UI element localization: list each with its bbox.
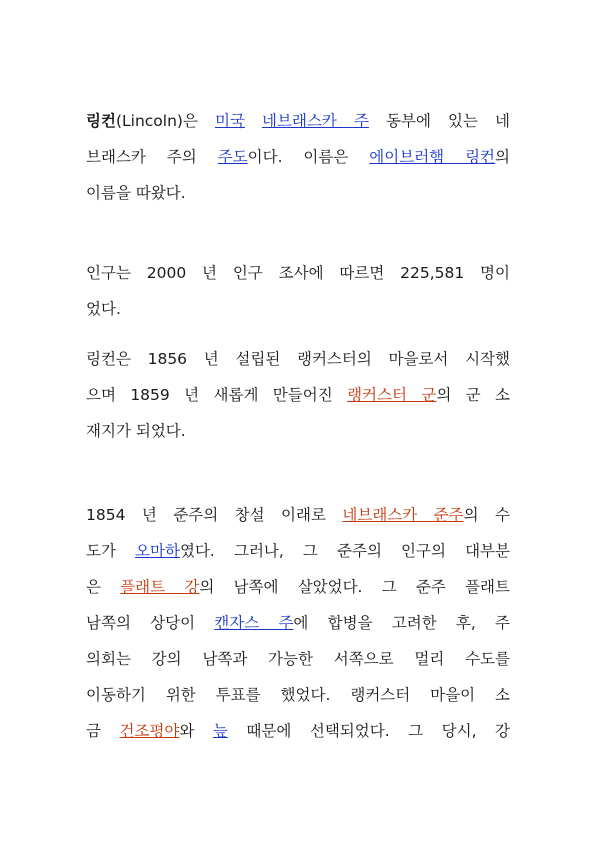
link-nebraska-territory[interactable]: 네브래스카 준주 — [342, 506, 464, 524]
link-kansas-state[interactable]: 캔자스 주 — [214, 614, 294, 632]
intro-line-2: 브래스카 주의 주도이다. 이름은 에이브러햄 링컨의 — [86, 148, 510, 166]
link-platte-river[interactable]: 플래트 강 — [120, 578, 200, 596]
link-marsh[interactable]: 늪 — [212, 722, 228, 740]
link-capital[interactable]: 주도 — [217, 148, 248, 166]
history-line-5: 의회는 강의 남쪽과 가능한 서쪽으로 멀리 수도를 — [86, 650, 510, 668]
intro-line-3: 이름을 따왔다. — [86, 184, 186, 202]
population-line-1: 인구는 2000 년 인구 조사에 따르면 225,581 명이 — [86, 264, 510, 282]
history-line-2: 도가 오마하였다. 그러나, 그 준주의 인구의 대부분 — [86, 542, 510, 560]
link-lancaster-county[interactable]: 랭커스터 군 — [347, 386, 437, 404]
link-usa[interactable]: 미국 — [215, 112, 245, 130]
link-salt-flats[interactable]: 건조평야 — [119, 722, 180, 740]
history-line-6: 이동하기 위한 투표를 했었다. 랭커스터 마을이 소 — [86, 686, 510, 704]
link-omaha[interactable]: 오마하 — [135, 542, 180, 560]
history-line-1: 1854 년 준주의 창설 이래로 네브래스카 준주의 수 — [86, 506, 511, 524]
history-line-3: 은 플래트 강의 남쪽에 살았었다. 그 준주 플래트 — [86, 578, 510, 596]
history-line-7: 금 건조평야와 늪 때문에 선택되었다. 그 당시, 강 — [86, 722, 511, 740]
founding-line-2: 으며 1859 년 새롭게 만들어진 랭커스터 군의 군 소 — [86, 386, 511, 404]
history-line-4: 남쪽의 상당이 캔자스 주에 합병을 고려한 후, 주 — [86, 614, 510, 632]
link-abraham-lincoln[interactable]: 에이브러햄 링컨 — [369, 148, 496, 166]
intro-line-1: 링컨(Lincoln)은 미국 네브래스카 주 동부에 있는 네 — [86, 112, 511, 130]
title-term: 링컨 — [86, 112, 116, 130]
link-nebraska-state[interactable]: 네브래스카 주 — [262, 112, 369, 130]
population-line-2: 었다. — [86, 300, 121, 318]
founding-line-3: 재지가 되었다. — [86, 422, 186, 440]
founding-line-1: 링컨은 1856 년 설립된 랭커스터의 마을로서 시작했 — [86, 350, 510, 368]
